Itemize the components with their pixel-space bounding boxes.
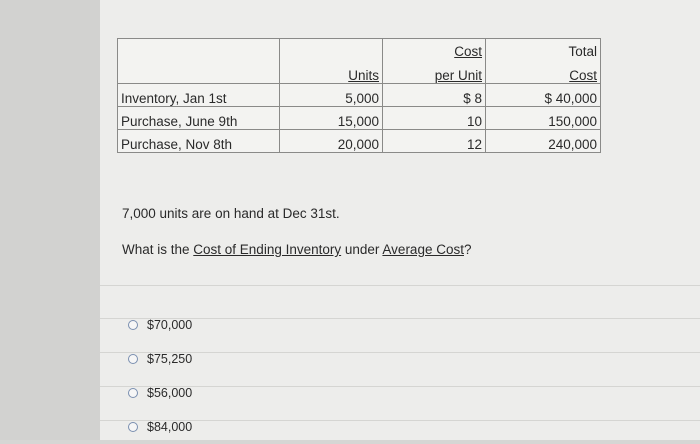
table-row bbox=[118, 107, 601, 130]
row-label: Inventory, Jan 1st bbox=[118, 84, 280, 107]
question-term-link[interactable]: Average Cost bbox=[382, 242, 464, 257]
row-cost: 12 bbox=[383, 130, 486, 153]
option-label: $75,250 bbox=[147, 352, 193, 366]
answer-option-4[interactable] bbox=[128, 410, 192, 444]
header-total-line1: Total bbox=[568, 44, 597, 59]
question-term-link[interactable]: Cost of Ending Inventory bbox=[193, 242, 342, 257]
inventory-table bbox=[117, 38, 601, 153]
question-suffix: ? bbox=[463, 242, 472, 257]
answer-option-3[interactable] bbox=[128, 376, 192, 410]
header-cost-line2: per Unit bbox=[434, 68, 482, 83]
header-total-line2: Cost bbox=[569, 68, 597, 83]
radio-button-icon[interactable] bbox=[128, 354, 138, 364]
question-prefix: What is the bbox=[122, 242, 194, 257]
header-units: Units bbox=[348, 68, 379, 83]
row-units: 15,000 bbox=[280, 107, 383, 130]
answer-option-1[interactable] bbox=[128, 308, 192, 342]
problem-statement: 7,000 units are on hand at Dec 31st. bbox=[122, 206, 340, 221]
divider bbox=[100, 285, 700, 286]
row-total: 150,000 bbox=[486, 107, 601, 130]
radio-button-icon[interactable] bbox=[128, 422, 138, 432]
row-units: 20,000 bbox=[280, 130, 383, 153]
option-label: $56,000 bbox=[147, 386, 193, 400]
row-total: 240,000 bbox=[486, 130, 601, 153]
row-cost: 10 bbox=[383, 107, 486, 130]
row-units: 5,000 bbox=[280, 84, 383, 107]
row-label: Purchase, Nov 8th bbox=[118, 130, 280, 153]
option-label: $70,000 bbox=[147, 318, 193, 332]
option-label: $84,000 bbox=[147, 420, 193, 434]
row-label: Purchase, June 9th bbox=[118, 107, 280, 130]
radio-button-icon[interactable] bbox=[128, 320, 138, 330]
radio-button-icon[interactable] bbox=[128, 388, 138, 398]
table-header-row bbox=[118, 39, 601, 60]
table-row bbox=[118, 84, 601, 107]
header-cost-line1: Cost bbox=[454, 44, 482, 59]
question-text bbox=[122, 242, 472, 257]
question-middle: under bbox=[341, 242, 383, 257]
page-margin bbox=[0, 0, 101, 440]
table-row bbox=[118, 130, 601, 153]
row-total: $ 40,000 bbox=[486, 84, 601, 107]
table-header-row bbox=[118, 59, 601, 84]
row-cost: $ 8 bbox=[383, 84, 486, 107]
answer-option-2[interactable] bbox=[128, 342, 192, 376]
answer-options bbox=[128, 308, 192, 444]
